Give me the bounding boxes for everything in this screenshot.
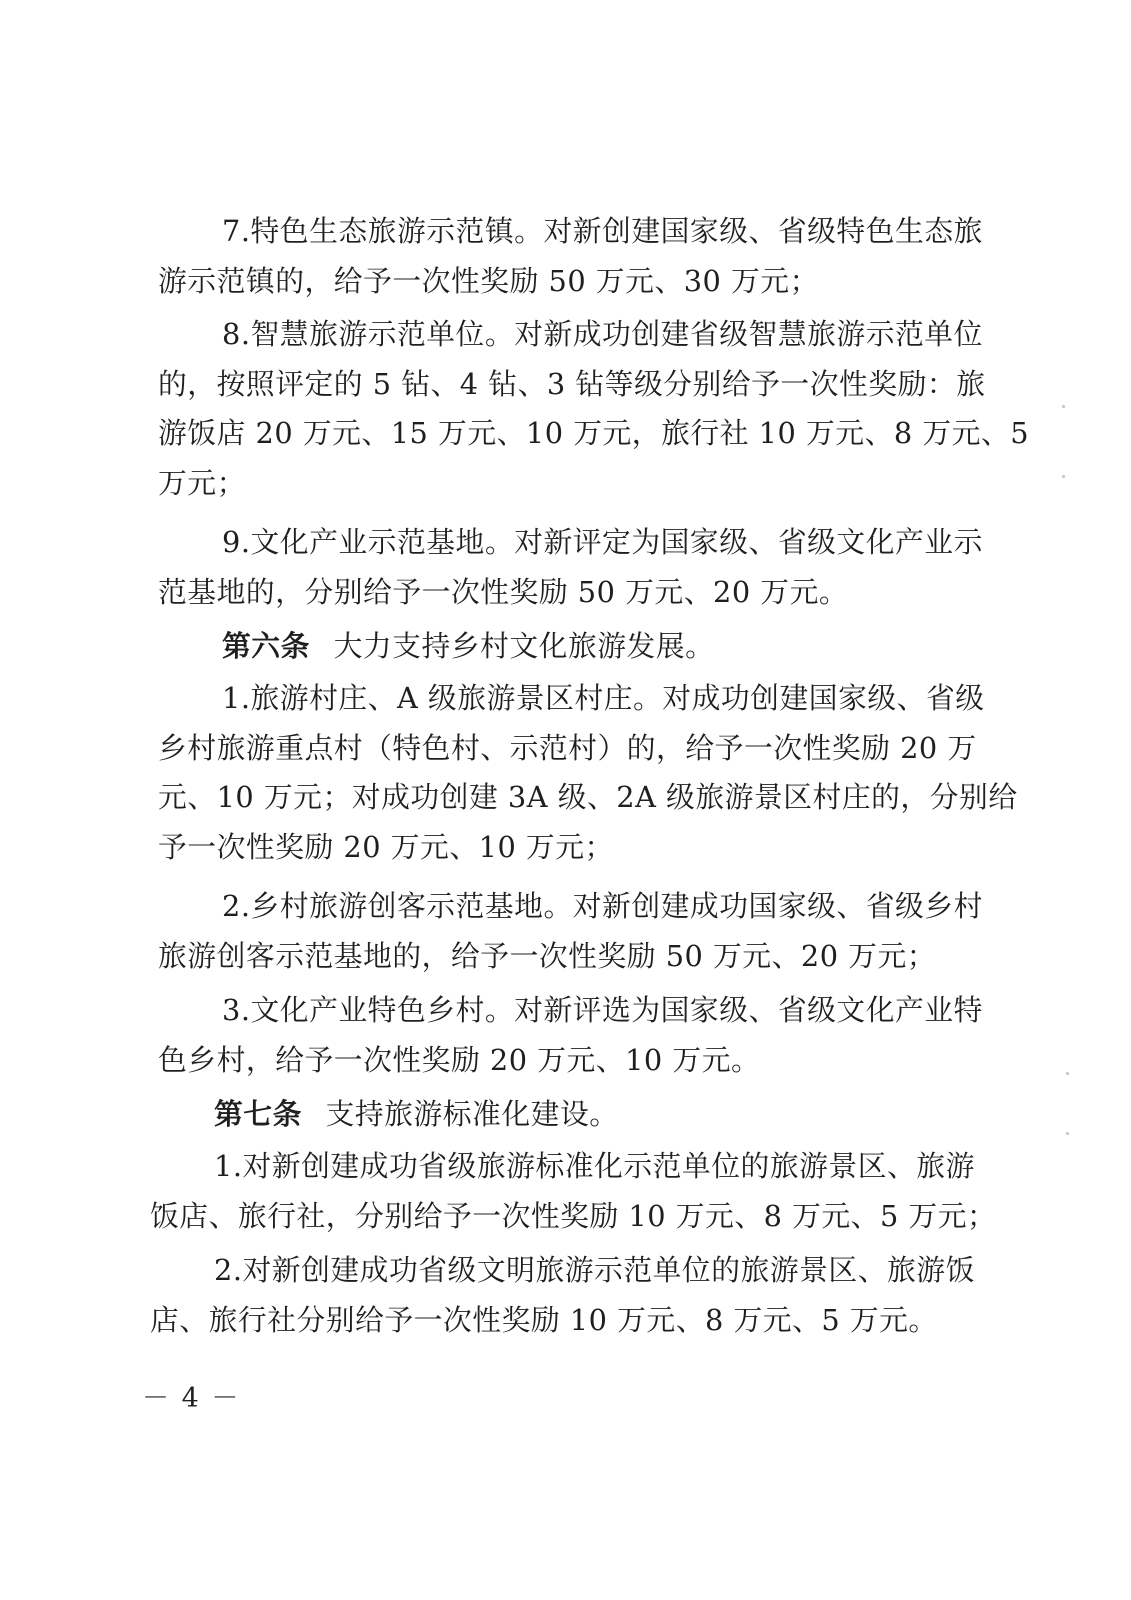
paragraph-item-8: [158, 310, 1030, 508]
text-line: 7.特色生态旅游示范镇。对新创建国家级、省级特色生态旅: [222, 214, 983, 248]
text-line: 饭店、旅行社，分别给予一次性奖励 10 万元、8 万元、5 万元；: [150, 1198, 997, 1233]
paragraph-item-9: [158, 518, 983, 617]
paragraph-item-7: [158, 207, 983, 306]
scan-speck: [1066, 1072, 1069, 1075]
text-line: 的，按照评定的 5 钻、4 钻、3 钻等级分别给予一次性奖励：旅: [158, 366, 986, 401]
paragraph-art7-item-2: [150, 1246, 975, 1345]
text-line: 店、旅行社分别给予一次性奖励 10 万元、8 万元、5 万元。: [150, 1302, 938, 1337]
text-line: 元、10 万元；对成功创建 3A 级、2A 级旅游景区村庄的，分别给: [158, 780, 1018, 815]
article-heading: 第六条: [222, 629, 310, 663]
text-line: 万元；: [158, 465, 246, 500]
scan-speck: [1062, 405, 1065, 408]
article-six: [222, 622, 714, 672]
text-line: 2.对新创建成功省级文明旅游示范单位的旅游景区、旅游饭: [214, 1253, 975, 1287]
paragraph-art6-item-2: [158, 882, 983, 981]
text-line: 游示范镇的，给予一次性奖励 50 万元、30 万元；: [158, 263, 819, 298]
text-line: 1.旅游村庄、A 级旅游景区村庄。对成功创建国家级、省级: [222, 681, 985, 715]
text-line: 8.智慧旅游示范单位。对新成功创建省级智慧旅游示范单位: [222, 317, 983, 351]
scan-speck: [1062, 475, 1065, 478]
text-line: 色乡村，给予一次性奖励 20 万元、10 万元。: [158, 1042, 761, 1077]
scan-speck: [1066, 1132, 1069, 1135]
text-line: 旅游创客示范基地的，给予一次性奖励 50 万元、20 万元；: [158, 938, 937, 973]
article-title: 支持旅游标准化建设。: [325, 1097, 619, 1131]
paragraph-art7-item-1: [150, 1142, 997, 1241]
text-line: 乡村旅游重点村（特色村、示范村）的，给予一次性奖励 20 万: [158, 730, 977, 765]
text-line: 2.乡村旅游创客示范基地。对新创建成功国家级、省级乡村: [222, 889, 983, 923]
paragraph-art6-item-3: [158, 986, 983, 1085]
article-title: 大力支持乡村文化旅游发展。: [333, 629, 715, 663]
text-line: 予一次性奖励 20 万元、10 万元；: [158, 829, 614, 864]
paragraph-art6-item-1: [158, 674, 1018, 872]
page-number: － 4 －: [142, 1383, 241, 1414]
text-line: 3.文化产业特色乡村。对新评选为国家级、省级文化产业特: [222, 993, 983, 1027]
text-line: 游饭店 20 万元、15 万元、10 万元，旅行社 10 万元、8 万元、5: [158, 416, 1030, 451]
text-line: 1.对新创建成功省级旅游标准化示范单位的旅游景区、旅游: [214, 1149, 975, 1183]
text-line: 9.文化产业示范基地。对新评定为国家级、省级文化产业示: [222, 525, 983, 559]
text-line: 范基地的，分别给予一次性奖励 50 万元、20 万元。: [158, 574, 849, 609]
article-heading: 第七条: [214, 1097, 302, 1131]
article-seven: [214, 1090, 619, 1140]
